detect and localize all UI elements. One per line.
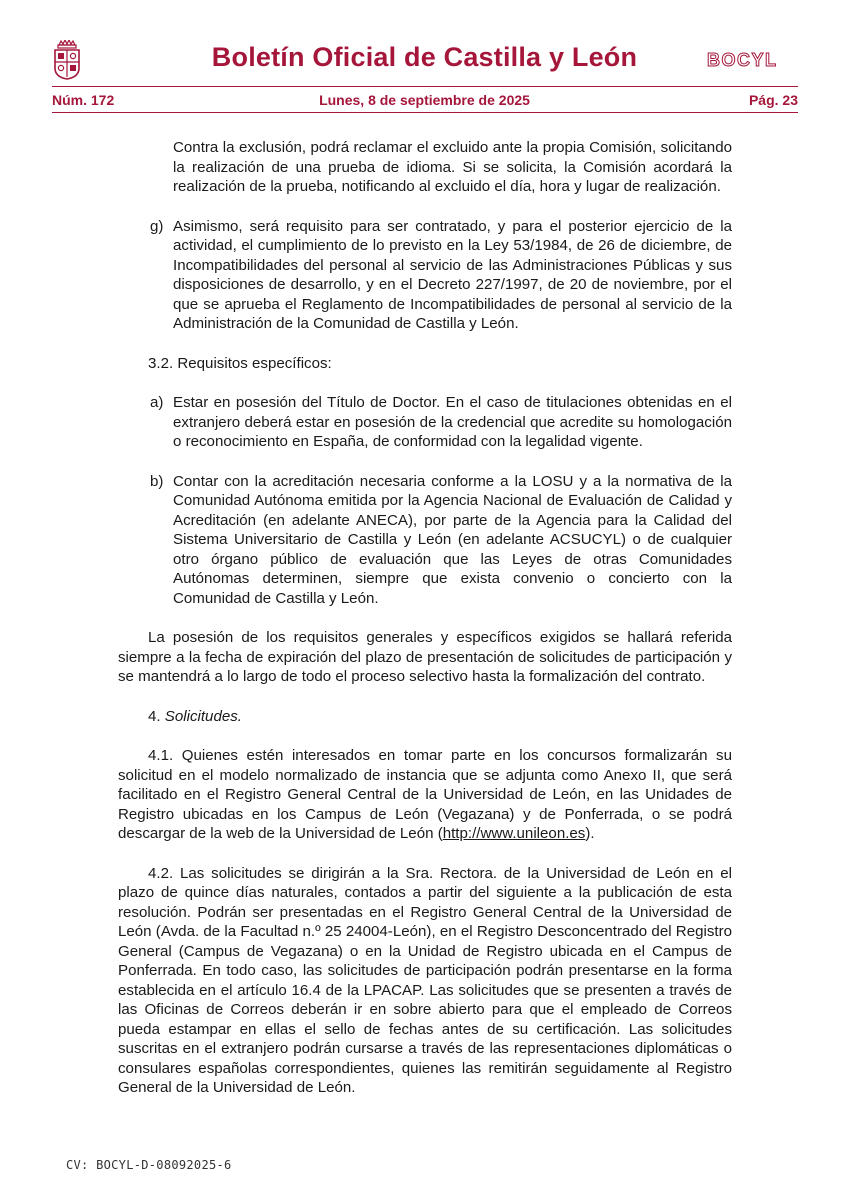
section-heading-3-2: 3.2. Requisitos específicos: (148, 354, 332, 372)
section-heading-4 (118, 707, 732, 727)
section-number: 4. (148, 707, 165, 725)
cv-code: CV: BOCYL-D-08092025-6 (66, 1158, 232, 1172)
paragraph-4-2: 4.2. Las solicitudes se dirigirán a la Sra. Rectora. de la Universidad de León en el plazo de quince días naturales, contados a partir del siguiente a la publicación de esta resolución. Podrán ser presentadas en el Registro General Central de la Universidad de León (Avda. de la Facultad n.º 25 24004-León), en el Registro Desconcentrado del Registro General (Campus de Vegazana) o en la Unidad de Registro ubicada en el Campus de Ponferrada. En todo caso, las solicitudes de participación podrán presentarse en la forma establecida en el artículo 16.4 de la LPACAP. Las solicitudes que se presenten a través de las Oficinas de Correos deberán ir en sobre abierto para que el empleado de Correos pueda estampar en ellas el sello de fechas antes de su certificación. Las solicitudes suscritas en el extranjero podrán cursarse a través de las representaciones diplomáticas o consulares españolas correspondientes, quienes las remitirán seguidamente al Registro General de la Universidad de León. (118, 864, 732, 1096)
paragraph-end: ). (585, 825, 595, 842)
list-item-b (118, 472, 732, 609)
section-title: Solicitudes. (164, 707, 242, 725)
header-top-rule (52, 86, 798, 87)
list-item-text: Asimismo, será requisito para ser contratado, y para el posterior ejercicio de la actividad, el cumplimiento de lo previsto en la Ley 53/1984, de 26 de diciembre, de Incompatibilidades del personal al servicio de las Administraciones Públicas y sus disposiciones de desarrollo, y en el Decreto 227/1997, de 20 de noviembre, por el que se aprueba el Reglamento de Incompatibilidades de personal al servicio de la Administración de la Comunidad de Castilla y León. (173, 217, 732, 332)
list-item-g (118, 217, 732, 334)
bocyl-logo: BOCYL (707, 50, 778, 70)
header-bottom-rule (52, 112, 798, 113)
page-header (0, 0, 849, 112)
list-marker: b) (150, 472, 164, 490)
paragraph-text: 4.1. Quienes estén interesados en tomar parte en los concursos formalizarán su solicitud en el modelo normalizado de instancia que se adjunta como Anexo II, que será facilitado en el Registro General Central de la Universidad de León, en las Unidades de Registro ubicadas en los Campus de León (Vegazana) y de Ponferrada, o se podrá descargar de la web de la Universidad de León ( (118, 747, 732, 842)
list-item-text: Estar en posesión del Título de Doctor. En el caso de titulaciones obtenidas en el extranjero deberá estar en posesión de la credencial que acredite su homologación o reconocimiento en España, de conformidad con la legalidad vigente. (173, 394, 732, 450)
bulletin-title: Boletín Oficial de Castilla y León (211, 42, 638, 72)
issue-date: Lunes, 8 de septiembre de 2025 (319, 92, 530, 108)
list-item-a (118, 393, 732, 452)
page-number: Pág. 23 (748, 92, 798, 108)
list-marker: a) (150, 394, 164, 411)
issue-number: Núm. 172 (52, 92, 115, 108)
paragraph-posesion: La posesión de los requisitos generales y específicos exigidos se hallará referida siempre a la fecha de expiración del plazo de presentación de solicitudes de participación y se mantendrá a lo largo de todo el proceso selectivo hasta la formalización del contrato. (118, 629, 732, 685)
paragraph-4-1 (118, 746, 732, 844)
document-body (118, 138, 732, 1118)
list-item-text: Contar con la acreditación necesaria conforme a la LOSU y a la normativa de la Comunidad Autónoma emitida por la Agencia Nacional de Evaluación de Calidad y Acreditación (en adelante ANECA), por parte de la Agencia para la Calidad del Sistema Universitario de Castilla y León (en adelante ACSUCYL) o de cualquier otro órgano público de evaluación que las Leyes de otras Comunidades Autónomas determinen, siempre que exista convenio o concierto con la Comunidad de Castilla y León. (173, 472, 732, 607)
list-marker: g) (150, 217, 164, 235)
paragraph-exclusion: Contra la exclusión, podrá reclamar el excluido ante la propia Comisión, solicitando la realización de una prueba de idioma. Si se solicita, la Comisión acordará la realización de la prueba, notificando al excluido el día, hora y lugar de realización. (173, 139, 732, 195)
unileon-link[interactable]: http://www.unileon.es (442, 825, 586, 842)
